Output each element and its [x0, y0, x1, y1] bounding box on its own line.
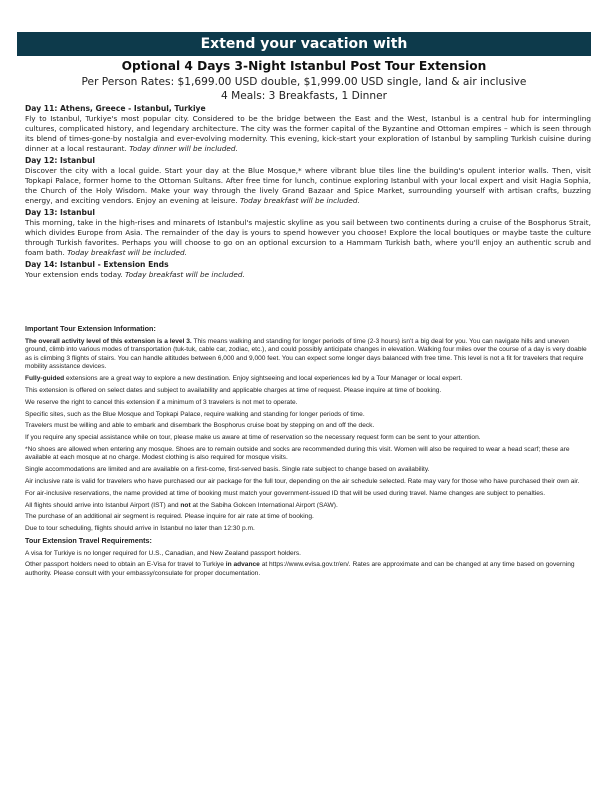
itinerary — [25, 104, 591, 282]
day-item — [25, 260, 591, 280]
guided-text: extensions are a great way to explore a new destination. Enjoy sightseeing and local experiences led by a Tour Manager or local expert. — [66, 375, 463, 383]
info-paragraph: This extension is offered on select dates and subject to availability and applicable charges at time of request. Please inquire at time of booking. — [25, 386, 442, 394]
day-meal-note: Today breakfast will be included. — [125, 270, 245, 279]
evisa-text-b: at https://www.evisa.gov.tr/en/. Rates are approximate and can be changed at any time based on governing authority. Please consult with your embassy/consulate for proper documentation. — [25, 561, 575, 577]
banner-heading: Extend your vacation with — [17, 32, 591, 56]
important-info — [25, 325, 591, 582]
rates-line: Per Person Rates: $1,699.00 USD double, $1,999.00 USD single, land & air inclusive — [81, 76, 527, 88]
day-item — [25, 156, 591, 206]
activity-paragraph — [25, 338, 591, 372]
page-title: Optional 4 Days 3-Night Istanbul Post Tour Extension — [121, 59, 487, 73]
day-item — [25, 208, 591, 258]
day-meal-note: Today breakfast will be included. — [67, 248, 187, 257]
activity-level-bold: The overall activity level of this extension is a level 3. — [25, 337, 192, 345]
day-text: Discover the city with a local guide. Start your day at the Blue Mosque,* where vibrant blue tiles line the building's opulent interior walls. Then, visit Topkapi Palace, former home to the Ottoman Sultans. After free time for lunch, continue exploring Istanbul with your local expert and visit Hagia Sophia, the Church of the Holy Wisdom. Make your way through the lively Grand Bazaar and Spice Market, surrounding yourself with artisan crafts, buzzing energy, and exciting vendors. Enjoy an evening at leisure. — [25, 166, 591, 205]
day-text: Your extension ends today. — [25, 270, 123, 279]
info-paragraph: Air inclusive rate is valid for travelers who have purchased our air package for the full tour, depending on the air schedule selected. Rate may vary for those who have purchased their own air. — [25, 478, 580, 485]
guided-paragraph — [25, 375, 591, 384]
info-heading: Important Tour Extension Information: — [25, 324, 156, 333]
evisa-bold: in advance — [225, 561, 260, 569]
evisa-paragraph — [25, 561, 591, 578]
info-paragraph: A visa for Turkiye is no longer required for U.S., Canadian, and New Zealand passport holders. — [25, 549, 301, 557]
day-title: Day 14: Istanbul - Extension Ends — [25, 260, 169, 269]
info-paragraph: Travelers must be willing and able to embark and disembark the Bosphorus cruise boat by stepping on and off the deck. — [25, 422, 375, 430]
info-paragraph: If you require any special assistance while on tour, please make us aware at time of reservation so the necessary request form can be sent to your attention. — [25, 434, 481, 442]
info-paragraph: The purchase of an additional air segment is required. Please inquire for air rate at time of booking. — [25, 513, 314, 521]
day-text: Fly to Istanbul, Turkiye's most popular city. Considered to be the bridge between the East and the West, Istanbul is a central hub for intermingling cultures, complicated history, and legendary architecture. The city was the former capital of the Byzantine and Ottoman empires – which is seen through its blend of times-gone-by nostalgia and ever-evolving modernity. This evening, kick-start your exploration of Istanbul by sampling Turkish cuisine during dinner at a local restaurant. — [25, 114, 591, 153]
day-title: Day 11: Athens, Greece - Istanbul, Turkiye — [25, 104, 206, 113]
day-meal-note: Today dinner will be included. — [129, 144, 238, 153]
meals-line: 4 Meals: 3 Breakfasts, 1 Dinner — [221, 90, 387, 102]
day-item — [25, 104, 591, 154]
info-paragraph: Single accommodations are limited and are available on a first-come, first-served basis. Single rate subject to change based on availability. — [25, 466, 430, 474]
info-paragraph: Specific sites, such as the Blue Mosque and Topkapi Palace, require walking and standing for longer periods of time. — [25, 410, 365, 418]
day-title: Day 13: Istanbul — [25, 208, 95, 217]
info-paragraph: Due to tour scheduling, flights should arrive in Istanbul no later than 12:30 p.m. — [25, 525, 255, 533]
day-text: This morning, take in the high-rises and minarets of Istanbul's majestic skyline as you sail between two continents during a cruise of the Bosphorus Strait, which divides Europe from Asia. The remainder of the day is yours to spend however you choose! Explore the local boutiques or maybe taste the culture through Turkish favorites. Perhaps you will choose to go on an optional excursion to a Hammam Turkish bath, where you'll enjoy an authentic scrub and foam bath. — [25, 218, 591, 257]
evisa-text-a: Other passport holders need to obtain an E-Visa for travel to Turkiye — [25, 561, 224, 569]
flights-not-bold: not — [180, 501, 191, 509]
info-paragraph: *No shoes are allowed when entering any mosque. Shoes are to remain outside and socks are recommended during this visit. Women will also be required to wear a head scarf; these are available at each mosque at no charge. Modest clothing is also required for mosque visits. — [25, 445, 570, 462]
day-title: Day 12: Istanbul — [25, 156, 95, 165]
day-meal-note: Today breakfast will be included. — [240, 196, 360, 205]
requirements-heading: Tour Extension Travel Requirements: — [25, 535, 152, 545]
guided-bold: Fully-guided — [25, 375, 65, 383]
flights-text-b: at the Sabiha Gokcen International Airport (SAW). — [192, 501, 338, 509]
flights-text-a: All flights should arrive into Istanbul Airport (IST) and — [25, 501, 179, 509]
info-paragraph: We reserve the right to cancel this extension if a minimum of 3 travelers is not met to operate. — [25, 398, 298, 406]
activity-text: This means walking and standing for longer periods of time (2-3 hours) isn't a big deal for you. You can navigate hills and uneven ground, climb into various modes of transportation (tuk-tuk, cable car, zodiac, etc.), and could possibly anticipate changes in elevation. Walking four miles over the course of a day is very doable as is climbing 3 flights of stairs. You can handle altitudes between 6,000 and 9,000 feet. You can expect some longer days balanced with free time. This level is not a fit for travelers that require mobility assistance devices. — [25, 337, 587, 371]
info-paragraph: For air-inclusive reservations, the name provided at time of booking must match your government-issued ID that will be used during travel. Name changes are subject to penalties. — [25, 489, 546, 497]
flights-paragraph — [25, 502, 591, 511]
